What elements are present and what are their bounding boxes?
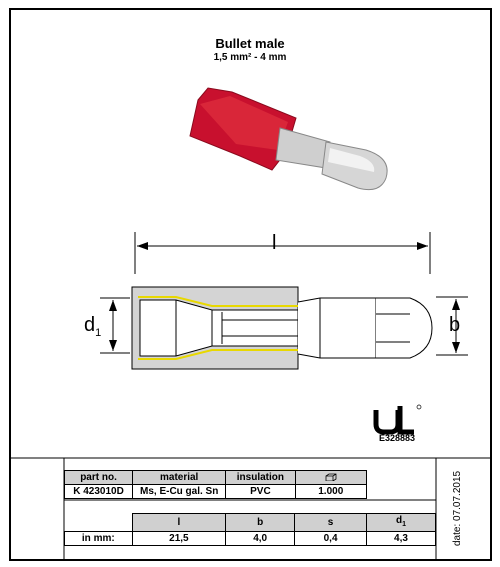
revision-date: date: 07.07.2015 <box>452 470 463 546</box>
header-insulation: insulation <box>226 471 295 485</box>
dimension-d1 <box>100 298 130 353</box>
dim-d-letter: d <box>84 314 96 336</box>
package-icon <box>295 471 366 485</box>
dim-l-label: l <box>272 232 277 254</box>
connector-side-view <box>132 287 432 369</box>
material-value: Ms, E-Cu gal. Sn <box>133 485 226 499</box>
dim-d-subscript: 1 <box>95 327 102 339</box>
header-b: b <box>226 514 295 532</box>
header-l: l <box>132 514 226 532</box>
product-size-range: 1,5 mm² - 4 mm <box>213 52 287 63</box>
value-b: 4,0 <box>226 532 295 546</box>
ul-recognized-logo <box>376 405 421 432</box>
value-d1: 4,3 <box>367 532 436 546</box>
value-s: 0,4 <box>295 532 367 546</box>
header-part-no: part no. <box>65 471 133 485</box>
header-s: s <box>295 514 367 532</box>
dimensions-table <box>64 513 436 546</box>
header-d1 <box>367 514 436 532</box>
value-l: 21,5 <box>132 532 226 546</box>
package-quantity: 1.000 <box>295 485 366 499</box>
product-render <box>190 88 387 190</box>
part-number: K 423010D <box>65 485 133 499</box>
empty-corner <box>65 514 133 532</box>
dimension-l <box>135 232 430 274</box>
product-title: Bullet male <box>215 36 285 51</box>
insulation-value: PVC <box>226 485 295 499</box>
dim-b-label: b <box>449 314 461 336</box>
unit-label: in mm: <box>65 532 133 546</box>
header-material: material <box>133 471 226 485</box>
dim-d1-label <box>84 314 101 339</box>
header-d-subscript: 1 <box>402 521 407 528</box>
ul-file-number: E328883 <box>379 433 416 443</box>
header-d-letter: d <box>396 515 403 526</box>
part-info-table <box>64 470 367 499</box>
